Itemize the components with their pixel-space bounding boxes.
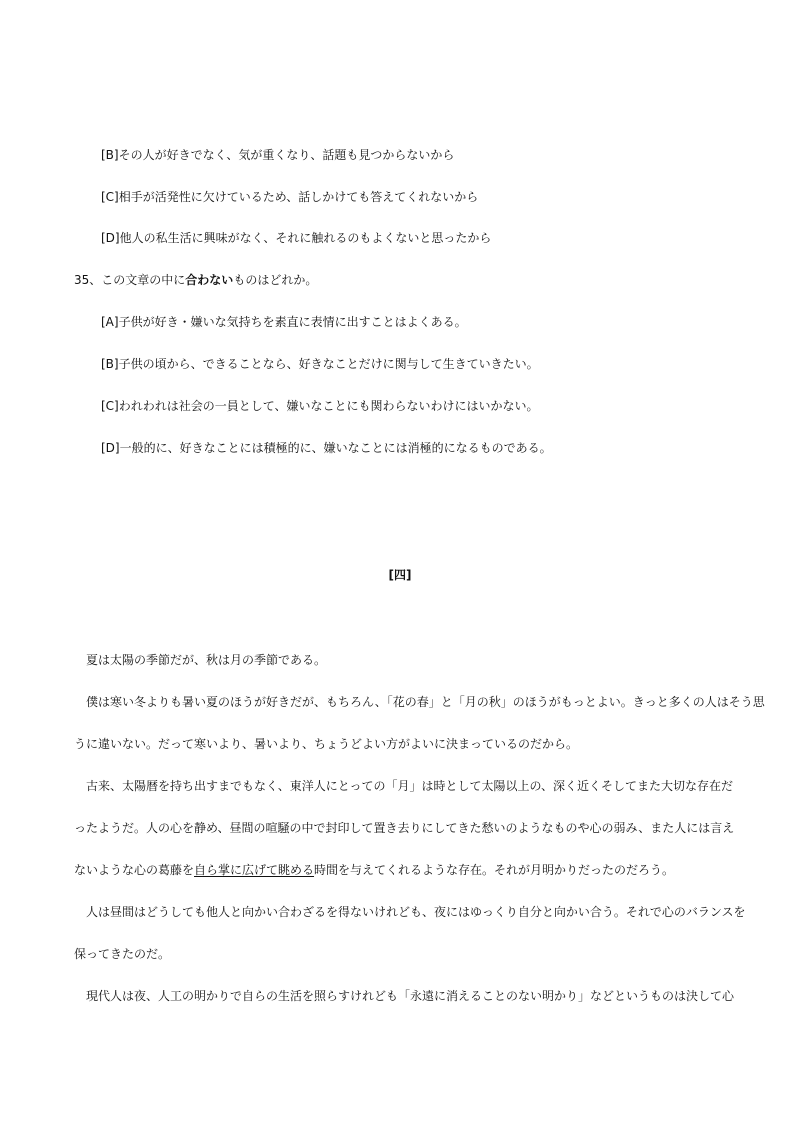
passage-line-6	[74, 862, 674, 878]
underlined-phrase: 自ら掌に広げて眺める	[194, 863, 315, 877]
option-35-b: [B]子供の頃から、できることなら、好きなことだけに関与して生きていきたい。	[101, 357, 539, 371]
passage-line-6-start: ないような心の葛藤を	[74, 863, 195, 877]
option-35-c: [C]われわれは社会の一員として、嫌いなことにも関わらないわけにはいかない。	[101, 399, 539, 413]
passage-line-1: 夏は太陽の季節だが、秋は月の季節である。	[86, 653, 327, 667]
passage-line-9: 現代人は夜、人工の明かりで自らの生活を照らすけれども「永遠に消えることのない明かり」などというものは決して心	[86, 989, 735, 1003]
passage-line-4: 古来、太陽暦を持ち出すまでもなく、東洋人にとっての「月」は時として太陽以上の、深く近くそしてまた大切な存在だ	[86, 779, 734, 793]
option-34-c: [C]相手が活発性に欠けているため、話しかけても答えてくれないから	[101, 190, 479, 204]
passage-line-6-end: 時間を与えてくれるような存在。それが月明かりだったのだろう。	[314, 863, 675, 877]
option-34-d: [D]他人の私生活に興味がなく、それに触れるのもよくないと思ったから	[101, 231, 492, 245]
option-35-d: [D]一般的に、好きなことには積極的に、嫌いなことには消極的になるものである。	[101, 441, 552, 455]
passage-line-2: 僕は寒い冬よりも暑い夏のほうが好きだが、もちろん、「花の春」と「月の秋」のほうがもっとよい。きっと多くの人はそう思	[86, 695, 765, 709]
passage-line-3: うに違いない。だって寒いより、暑いより、ちょうどよい方がよいに決まっているのだから。	[74, 737, 579, 751]
question-prefix: この文章の中に	[101, 273, 186, 287]
section-heading: [四]	[388, 568, 412, 582]
option-34-b: [B]その人が好きでなく、気が重くなり、話題も見つからないから	[101, 148, 455, 162]
question-emphasis: 合わない	[185, 273, 234, 287]
option-35-a: [A]子供が好き・嫌いな気持ちを素直に表情に出すことはよくある。	[101, 315, 467, 329]
question-suffix: ものはどれか。	[233, 273, 318, 287]
passage-line-8: 保ってきたのだ。	[74, 947, 171, 961]
question-35	[74, 272, 317, 288]
passage-line-7: 人は昼間はどうしても他人と向かい合わざるを得ないけれども、夜にはゆっくり自分と向かい合う。それで心のバランスを	[86, 905, 746, 919]
question-number: 35、	[74, 273, 102, 287]
passage-line-5: ったようだ。人の心を静め、昼間の喧騒の中で封印して置き去りにしてきた愁いのようなものや心の弱み、また人には言え	[74, 821, 735, 835]
